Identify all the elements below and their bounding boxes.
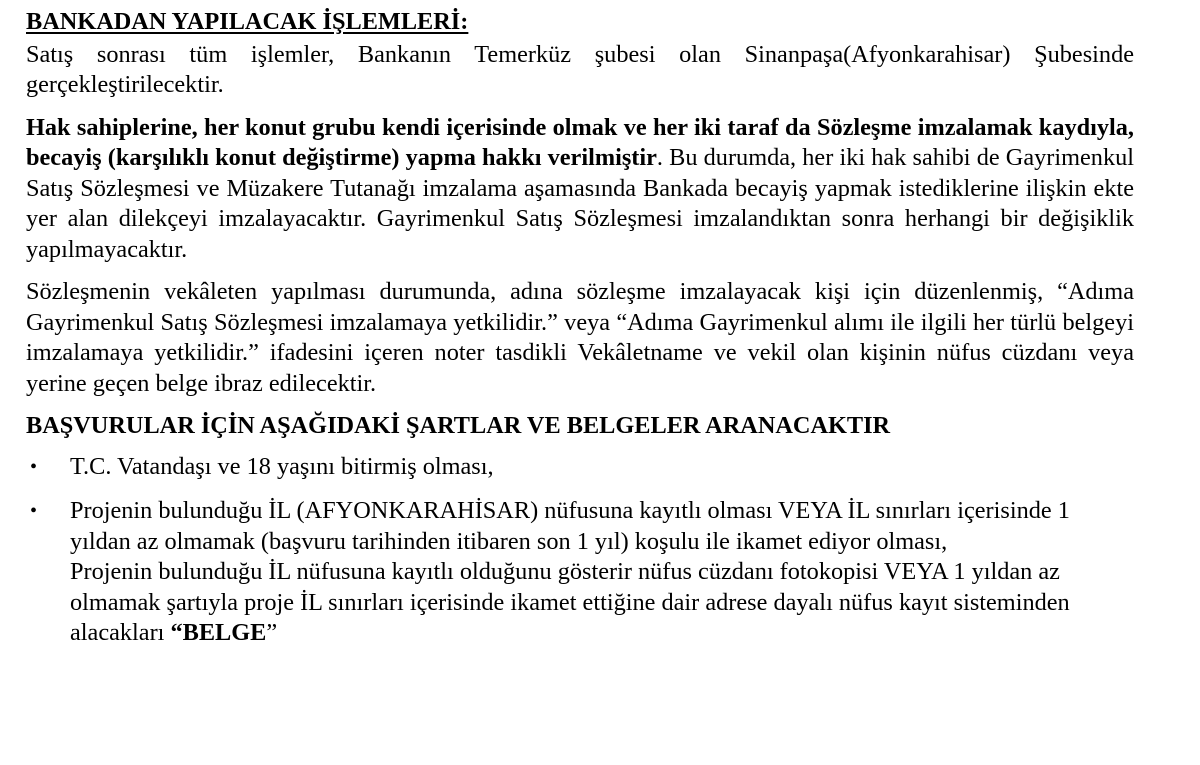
- list-item-citizenship-text: T.C. Vatandaşı ve 18 yaşını bitirmiş olması,: [70, 452, 494, 480]
- list-item-residency-documents: [70, 557, 1134, 649]
- becayis-rights-text: . Bu durumda, her iki hak sahibi de Gayrimenkul Satış Sözleşmesi ve Müzakere Tutanağı imzalama aşamasında Bankada becayiş yapmak istediklerine ilişkin ekte yer alan dilekçeyi imzalayacaktır. Gayrimenkul Satış Sözleşmesi imzalandıktan sonra herhangi bir değişiklik yapılmayacaktır.: [26, 144, 1134, 263]
- bullet-icon: •: [30, 500, 38, 522]
- list-item-citizenship: [26, 452, 1134, 483]
- requirements-list: [26, 452, 1134, 649]
- paragraph-power-of-attorney: Sözleşmenin vekâleten yapılması durumunda, adına sözleşme imzalayacak kişi için düzenlenmiş, “Adıma Gayrimenkul Satış Sözleşmesi imzalamaya yetkilidir.” veya “Adıma Gayrimenkul alımı ile ilgili her türlü belgeyi imzalamaya yetkilidir.” ifadesini içeren noter tasdikli Vekâletname ve vekil olan kişinin nüfus cüzdanı veya yerine geçen belge ibraz edilecektir.: [26, 278, 1134, 397]
- list-item-residency: [26, 496, 1134, 649]
- belge-bold-text: “BELGE: [170, 619, 267, 646]
- residency-documents-text: Projenin bulunduğu İL nüfusuna kayıtlı olduğunu gösterir nüfus cüzdanı fotokopisi VEYA 1 yıldan az olmamak şartıyla proje İL sınırları içerisinde ikamet ettiğine dair adrese dayalı nüfus kayıt sisteminden alacakları: [70, 558, 1070, 646]
- section-heading-application-requirements: BAŞVURULAR İÇİN AŞAĞIDAKİ ŞARTLAR VE BELGELER ARANACAKTIR: [26, 412, 891, 439]
- paragraph-becayis-rights: [26, 113, 1134, 266]
- section-heading-bank-procedures: BANKADAN YAPILACAK İŞLEMLERİ:: [26, 8, 469, 35]
- bullet-icon: •: [30, 455, 38, 478]
- becayis-rights-bold-text: Hak sahiplerine, her konut grubu kendi içerisinde olmak ve her iki taraf da Sözleşme imzalamak kaydıyla, becayiş (karşılıklı konut değiştirme) yapma hakkı verilmiştir: [26, 113, 1134, 171]
- belge-closing-quote: ”: [266, 619, 278, 646]
- list-item-residency-text: Projenin bulunduğu İL (AFYONKARAHİSAR) nüfusuna kayıtlı olması VEYA İL sınırları içerisinde 1 yıldan az olmamak (başvuru tarihinden itibaren son 1 yıl) koşulu ile ikamet ediyor olması,: [70, 497, 1070, 555]
- paragraph-post-sale-procedures: Satış sonrası tüm işlemler, Bankanın Temerküz şubesi olan Sinanpaşa(Afyonkarahisar) Şubesinde gerçekleştirilecektir.: [26, 40, 1134, 98]
